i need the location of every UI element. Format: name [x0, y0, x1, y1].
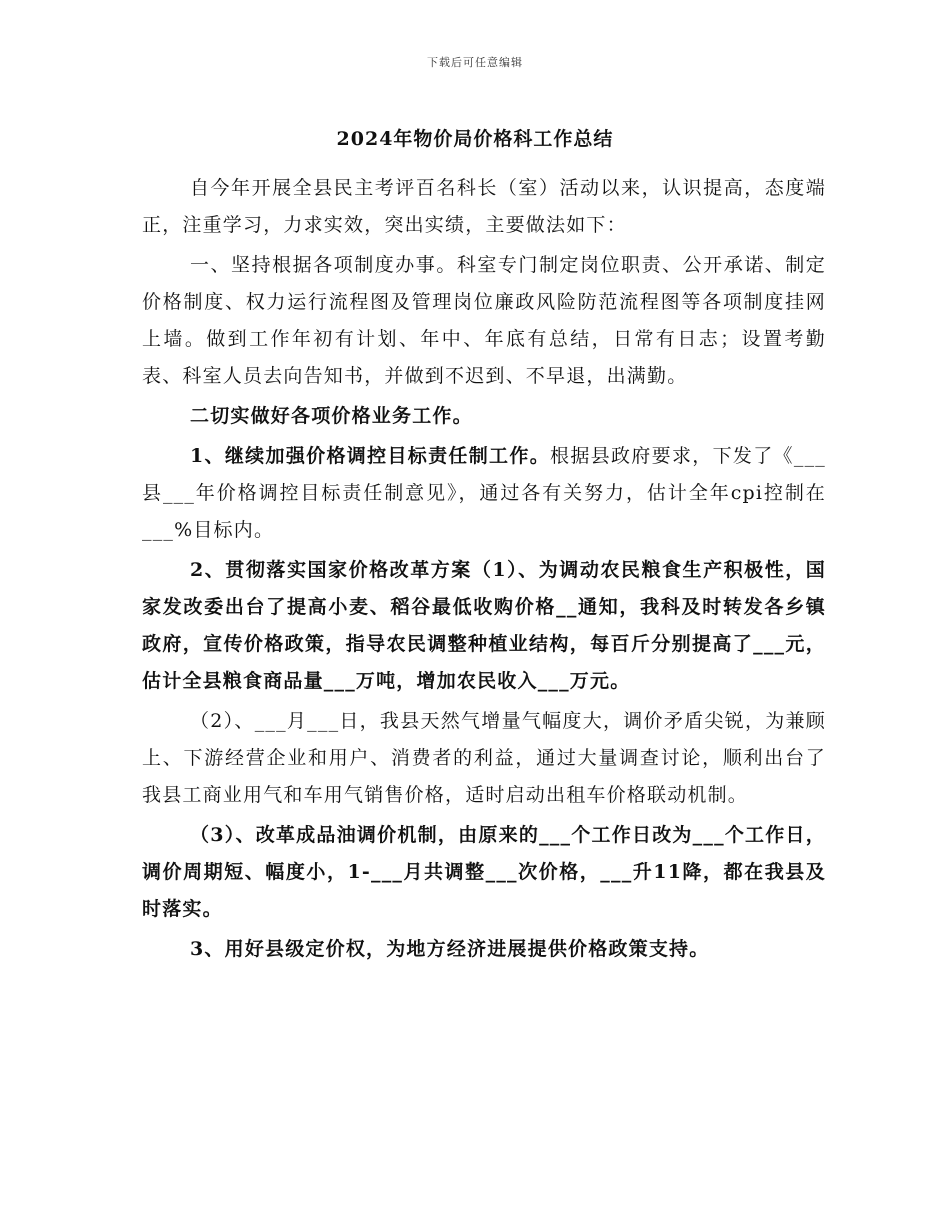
paragraph-item-2-sub-2: （2）、___月___日，我县天然气增量气幅度大，调价矛盾尖锐，为兼顾上、下游经营企业和用户、消费者的利益，通过大量调查讨论，顺利出台了我县工商业用气和车用气销售价格，适时启动出租车价格联动机制。	[142, 710, 826, 806]
paragraph-item-2: 2、贯彻落实国家价格改革方案（1）、为调动农民粮食生产积极性，国家发改委出台了提高小麦、稻谷最低收购价格__通知，我科及时转发各乡镇政府，宣传价格政策，指导农民调整种植业结构，每百斤分别提高了___元，估计全县粮食商品量___万吨，增加农民收入___万元。	[142, 559, 826, 692]
document-title: 2024年物价局价格科工作总结	[336, 128, 614, 150]
paragraph-item-3: 3、用好县级定价权，为地方经济进展提供价格政策支持。	[190, 938, 710, 960]
paragraph-section-1: 一、坚持根据各项制度办事。科室专门制定岗位职责、公开承诺、制定价格制度、权力运行流程图及管理岗位廉政风险防范流程图等各项制度挂网上墙。做到工作年初有计划、年中、年底有总结，日常有日志；设置考勤表、科室人员去向告知书，并做到不迟到、不早退，出满勤。	[142, 254, 826, 387]
paragraph-intro: 自今年开展全县民主考评百名科长（室）活动以来，认识提高，态度端正，注重学习，力求实效，突出实绩，主要做法如下：	[142, 177, 826, 236]
paragraph-item-2-sub-3: （3）、改革成品油调价机制，由原来的___个工作日改为___个工作日，调价周期短、幅度小，1-___月共调整___次价格，___升11降，都在我县及时落实。	[142, 824, 826, 920]
paragraph-item-1-text: 根据县政府要求，下发了《___县___年价格调控目标责任制意见》，通过各有关努力，估计全年cpi控制在___%目标内。	[142, 445, 826, 541]
paragraph-section-2-heading: 二切实做好各项价格业务工作。	[190, 405, 473, 427]
document-body	[142, 170, 826, 971]
paragraph-item-1-lead: 1、继续加强价格调控目标责任制工作。	[190, 445, 551, 467]
paragraph-item-1	[142, 438, 826, 549]
page-header: 下载后可任意编辑	[427, 56, 523, 69]
